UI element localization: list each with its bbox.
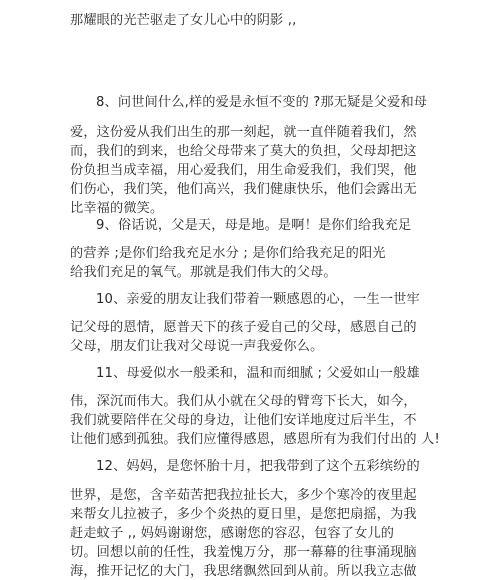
text-line: 记父母的恩情，愿普天下的孩子爱自己的父母，感恩自己的: [70, 320, 417, 335]
text-line: 而，我们的到来，也给父母带来了莫大的负担，父母却把这: [70, 144, 417, 159]
text-line: 那耀眼的光芒驱走了女儿心中的阴影 ,,: [70, 13, 297, 28]
text-line: 给我们充足的氧气。那就是我们伟大的父母。: [70, 265, 337, 280]
text-line: 份负担当成幸福，用心爱我们，用生命爱我们，我们哭，他: [70, 163, 417, 178]
text-line: 伟，深沉而伟大。我们从小就在父母的臂弯下长大，如今，: [70, 394, 417, 409]
text-line: 们伤心，我们笑，他们高兴，我们健康快乐，他们会露出无: [70, 182, 417, 197]
paragraph-11-heading-line: 11、母爱似水一般柔和，温和而细腻 ; 父爱如山一般雄: [96, 366, 420, 381]
text-line: 的营养 ;是你们给我充足水分 ; 是你们给我充足的阳光: [70, 246, 386, 261]
text-line: 比幸福的微笑。: [70, 201, 164, 216]
paragraph-8-heading-line: 8、问世间什么,样的爱是永恒不变的 ?那无疑是父爱和母: [96, 95, 428, 110]
text-line: 来帮女儿拉被子，多少个炎热的夏日里，是您把扇摇，为我: [70, 507, 417, 522]
text-line: 父母，朋友们让我对父母说一声我爱你么。: [70, 339, 324, 354]
text-line: 爱，这份爱从我们出生的那一刻起，就一直伴随着我们，然: [70, 125, 417, 140]
paragraph-9-heading-line: 9、俗话说，父是天，母是地。是啊！是你们给我充足: [96, 218, 412, 233]
text-line: 我们就要陪伴在父母的身边，让他们安详地度过后半生，不: [70, 413, 417, 428]
text-line: 赶走蚊子 ,, 妈妈谢谢您，感谢您的容忍，包容了女儿的: [70, 526, 395, 541]
paragraph-12-heading-line: 12、妈妈，是您怀胎十月，把我带到了这个五彩缤纷的: [96, 459, 420, 474]
text-line: 切。回想以前的任性，我羞愧万分，那一幕幕的往事涌现脑: [70, 545, 417, 560]
text-line: 海，推开记忆的大门，我思绪飘然回到从前。所以我立志做: [70, 564, 417, 579]
paragraph-10-heading-line: 10、亲爱的朋友让我们带着一颗感恩的心，一生一世牢: [96, 292, 420, 307]
text-line: 世界，是您，含辛茹苦把我拉扯长大，多少个寒冷的夜里起: [70, 488, 417, 503]
text-line: 让他们感到孤独。我们应懂得感恩，感恩所有为我们付出的 人!: [70, 432, 440, 447]
